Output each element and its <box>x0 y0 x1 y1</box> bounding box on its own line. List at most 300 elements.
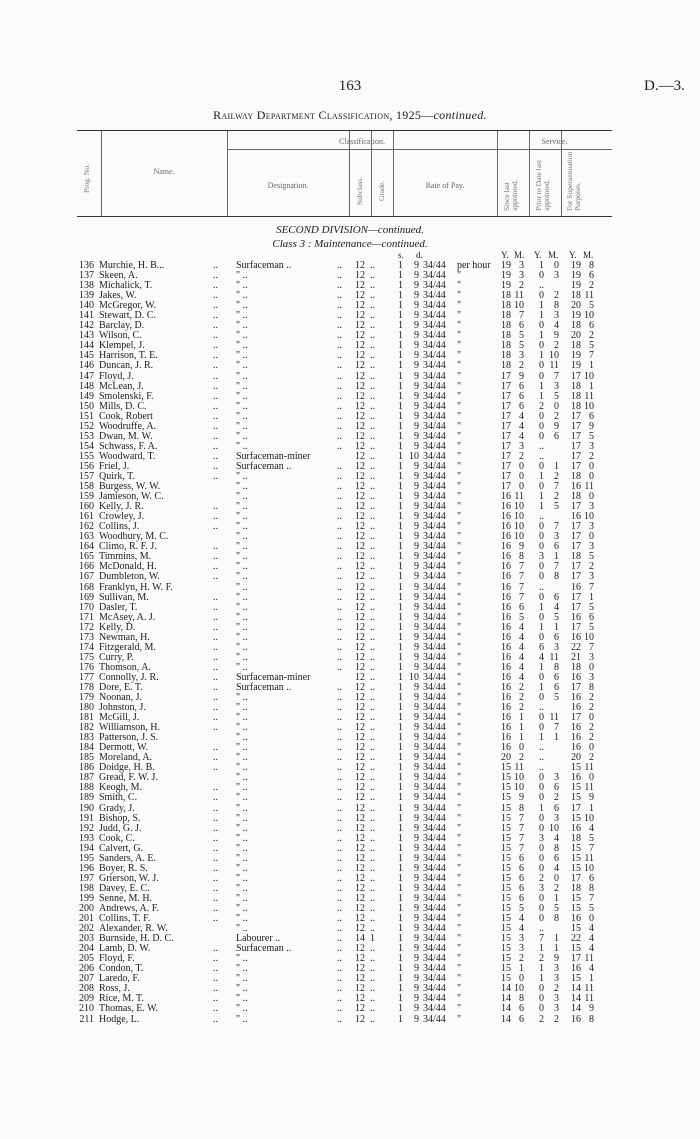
cell-des: " .. <box>236 591 248 603</box>
cell-des: Labourer .. <box>236 933 281 945</box>
cell-sub: 12 <box>355 943 365 955</box>
cell-r3: 34/44 <box>423 842 446 854</box>
cell-nd: .. <box>213 320 218 332</box>
cell-sm: 2 <box>519 681 524 693</box>
cell-r1: 1 <box>398 571 403 583</box>
cell-r4: " <box>457 601 462 613</box>
cell-py: 1 <box>539 973 544 985</box>
cell-r4: " <box>457 350 462 362</box>
cell-pm: 5 <box>554 903 559 914</box>
cell-py: 0 <box>539 792 544 804</box>
cell-fm: 11 <box>584 983 594 995</box>
cell-nd: .. <box>213 430 218 442</box>
cell-pm: 8 <box>554 913 559 925</box>
cell-fm: 10 <box>584 511 594 523</box>
cell-name: Franklyn, H. W. F. <box>99 581 173 593</box>
cell-sm: 7 <box>519 832 524 844</box>
cell-fy: 16 <box>571 732 581 744</box>
cell-pm: 0 <box>554 260 559 271</box>
cell-sub: 12 <box>355 983 365 995</box>
cell-des: " .. <box>236 390 248 402</box>
cell-fm: 11 <box>584 481 594 493</box>
cell-fy: 17 <box>571 450 581 462</box>
cell-no: 183 <box>79 732 94 744</box>
cell-des: Surfaceman-miner <box>236 450 311 462</box>
cell-r4: per hour <box>457 260 491 271</box>
cell-r4: " <box>457 611 462 623</box>
cell-gd: .. <box>370 320 375 332</box>
cell-fm: 2 <box>589 450 594 462</box>
cell-py: 1 <box>539 310 544 322</box>
cell-nd: .. <box>213 1003 218 1015</box>
cell-py: .. <box>539 280 544 292</box>
cell-r1: 1 <box>398 692 403 704</box>
cell-r4: " <box>457 571 462 583</box>
cell-no: 200 <box>79 903 94 914</box>
cell-r1: 1 <box>398 340 403 352</box>
cell-dd: .. <box>337 350 342 362</box>
cell-name: Dasler, T. <box>99 601 138 613</box>
cell-r3: 34/44 <box>423 732 446 744</box>
cell-name: Friel, J. <box>99 460 130 472</box>
cell-sy: 16 <box>501 742 511 754</box>
cell-py: 1 <box>539 491 544 503</box>
cell-py: 0 <box>539 430 544 442</box>
cell-r4: " <box>457 501 462 513</box>
cell-r3: 34/44 <box>423 651 446 663</box>
cell-r3: 34/44 <box>423 812 446 824</box>
cell-r4: " <box>457 923 462 935</box>
cell-r4: " <box>457 531 462 543</box>
cell-fy: 16 <box>571 692 581 704</box>
cell-fm: 1 <box>589 802 594 814</box>
cell-r1: 1 <box>398 892 403 904</box>
cell-des: " .. <box>236 812 248 824</box>
cell-no: 164 <box>79 541 94 553</box>
cell-r1: 1 <box>398 641 403 653</box>
cell-pm: 8 <box>554 300 559 312</box>
cell-des: " .. <box>236 802 248 814</box>
cell-nd: .. <box>213 752 218 764</box>
cell-pm: 4 <box>554 320 559 332</box>
cell-sy: 19 <box>501 260 511 271</box>
cell-name: Boyer, R. S. <box>99 862 148 874</box>
cell-r1: 1 <box>398 611 403 623</box>
cell-r2: 9 <box>414 511 419 523</box>
cell-r2: 9 <box>414 400 419 412</box>
cell-dd: .. <box>337 330 342 342</box>
cell-fy: 19 <box>571 310 581 322</box>
cell-sub: 12 <box>355 1013 365 1025</box>
cell-nd: .. <box>213 953 218 965</box>
cell-r1: 1 <box>398 270 403 282</box>
cell-des: " .. <box>236 380 248 392</box>
cell-no: 169 <box>79 591 94 603</box>
cell-no: 196 <box>79 862 94 874</box>
cell-r2: 9 <box>414 792 419 804</box>
cell-r2: 9 <box>414 260 419 271</box>
cell-des: " .. <box>236 872 248 884</box>
cell-fy: 17 <box>571 621 581 633</box>
cell-fm: 7 <box>589 842 594 854</box>
cell-name: Wilson, C. <box>99 330 142 342</box>
cell-gd: .. <box>370 330 375 342</box>
cell-dd: .. <box>337 953 342 965</box>
cell-dd: .. <box>337 1013 342 1025</box>
cell-fm: 8 <box>589 260 594 271</box>
cell-r4: " <box>457 511 462 523</box>
cell-fy: 18 <box>571 290 581 302</box>
cell-gd: .. <box>370 953 375 965</box>
cell-name: Floyd, J. <box>99 370 134 382</box>
cell-sub: 12 <box>355 772 365 784</box>
cell-gd: .. <box>370 270 375 282</box>
cell-r1: 1 <box>398 450 403 462</box>
cell-sub: 12 <box>355 521 365 533</box>
cell-gd: .. <box>370 481 375 493</box>
cell-py: .. <box>539 581 544 593</box>
cell-pm: 1 <box>554 621 559 633</box>
cell-r3: 34/44 <box>423 290 446 302</box>
cell-r2: 9 <box>414 903 419 914</box>
cell-sm: 0 <box>519 481 524 493</box>
cell-sm: 4 <box>519 420 524 432</box>
cell-r2: 9 <box>414 641 419 653</box>
cell-dd: .. <box>337 812 342 824</box>
cell-sub: 12 <box>355 913 365 925</box>
cell-fm: 2 <box>589 732 594 744</box>
cell-dd: .. <box>337 601 342 613</box>
cell-nd: .. <box>213 270 218 282</box>
cell-dd: .. <box>337 892 342 904</box>
cell-fm: 5 <box>589 903 594 914</box>
cell-r1: 1 <box>398 280 403 292</box>
cell-r3: 34/44 <box>423 892 446 904</box>
cell-gd: .. <box>370 762 375 774</box>
cell-gd: .. <box>370 722 375 734</box>
cell-gd: .. <box>370 450 375 462</box>
cell-sy: 17 <box>501 400 511 412</box>
cell-sub: 12 <box>355 270 365 282</box>
cell-dd: .. <box>337 260 342 271</box>
cell-fm: 11 <box>584 390 594 402</box>
cell-r3: 34/44 <box>423 280 446 292</box>
cell-py: 1 <box>539 380 544 392</box>
cell-r3: 34/44 <box>423 491 446 503</box>
cell-fm: 5 <box>589 430 594 442</box>
cell-sm: 3 <box>519 943 524 955</box>
cell-r2: 9 <box>414 531 419 543</box>
cell-nd: .. <box>213 983 218 995</box>
cell-sy: 17 <box>501 380 511 392</box>
cell-nd: .. <box>213 692 218 704</box>
cell-fm: 1 <box>589 380 594 392</box>
cell-name: Barclay, D. <box>99 320 145 332</box>
cell-pm: 11 <box>549 712 559 724</box>
cell-no: 140 <box>79 300 94 312</box>
cell-no: 166 <box>79 561 94 573</box>
cell-nd: .. <box>213 852 218 864</box>
cell-des: " .. <box>236 340 248 352</box>
cell-name: Johnston, J. <box>99 702 146 714</box>
cell-sy: 16 <box>501 671 511 683</box>
cell-no: 142 <box>79 320 94 332</box>
cell-sub: 12 <box>355 641 365 653</box>
cell-gd: .. <box>370 993 375 1005</box>
cell-gd: .. <box>370 712 375 724</box>
cell-pm: 9 <box>554 420 559 432</box>
cell-fm: 5 <box>589 621 594 633</box>
cell-r2: 9 <box>414 953 419 965</box>
cell-no: 153 <box>79 430 94 442</box>
cell-dd: .. <box>337 712 342 724</box>
cell-no: 193 <box>79 832 94 844</box>
cell-fm: 2 <box>589 702 594 714</box>
cell-r1: 1 <box>398 1003 403 1015</box>
cell-fy: 15 <box>571 762 581 774</box>
cell-r3: 34/44 <box>423 270 446 282</box>
cell-py: 0 <box>539 852 544 864</box>
cell-gd: .. <box>370 822 375 834</box>
cell-sub: 12 <box>355 892 365 904</box>
cell-sm: 7 <box>519 822 524 834</box>
cell-sy: 16 <box>501 621 511 633</box>
cell-fy: 16 <box>571 772 581 784</box>
cell-dd: .. <box>337 581 342 593</box>
cell-sm: 10 <box>514 782 524 794</box>
cell-fm: 10 <box>584 812 594 824</box>
cell-py: 4 <box>539 651 544 663</box>
cell-name: Smith, C. <box>99 792 138 804</box>
cell-pm: 3 <box>554 310 559 322</box>
cell-gd: .. <box>370 1013 375 1025</box>
rate-heading: Rate of Pay. <box>425 181 465 190</box>
cell-sm: 2 <box>519 692 524 704</box>
cell-r1: 1 <box>398 541 403 553</box>
cell-gd: .. <box>370 370 375 382</box>
cell-sub: 12 <box>355 722 365 734</box>
cell-no: 181 <box>79 712 94 724</box>
cell-sy: 15 <box>501 872 511 884</box>
cell-sub: 12 <box>355 621 365 633</box>
cell-no: 167 <box>79 571 94 583</box>
cell-pm: 7 <box>554 370 559 382</box>
cell-des: " .. <box>236 762 248 774</box>
cell-name: McAsey, A. J. <box>99 611 156 623</box>
cell-des: " .. <box>236 410 248 422</box>
cell-no: 194 <box>79 842 94 854</box>
cell-nd: .. <box>213 661 218 673</box>
cell-r4: " <box>457 380 462 392</box>
cell-des: " .. <box>236 601 248 613</box>
cell-r4: " <box>457 481 462 493</box>
cell-fm: 5 <box>589 340 594 352</box>
cell-r4: " <box>457 933 462 945</box>
cell-py: 0 <box>539 1003 544 1015</box>
cell-py: .. <box>539 702 544 714</box>
cell-nd: .. <box>213 822 218 834</box>
cell-no: 149 <box>79 390 94 402</box>
cell-fm: 8 <box>589 1013 594 1025</box>
cell-py: 0 <box>539 290 544 302</box>
cell-dd: .. <box>337 772 342 784</box>
cell-py: 0 <box>539 460 544 472</box>
cell-r4: " <box>457 521 462 533</box>
cell-py: 0 <box>539 631 544 643</box>
cell-r1: 1 <box>398 491 403 503</box>
cell-no: 170 <box>79 601 94 613</box>
cell-dd: .. <box>337 360 342 372</box>
cell-r3: 34/44 <box>423 450 446 462</box>
cell-pm: 1 <box>554 892 559 904</box>
cell-r3: 34/44 <box>423 561 446 573</box>
cell-r4: " <box>457 993 462 1005</box>
cell-py: 1 <box>539 963 544 975</box>
cell-des: " .. <box>236 300 248 312</box>
cell-r3: 34/44 <box>423 782 446 794</box>
cell-fy: 21 <box>571 651 581 663</box>
cell-r4: " <box>457 330 462 342</box>
cell-dd: .. <box>337 420 342 432</box>
cell-r2: 9 <box>414 742 419 754</box>
cell-name: Klempel, J. <box>99 340 145 352</box>
cell-fm: 6 <box>589 320 594 332</box>
cell-name: Woodruffe, A. <box>99 420 157 432</box>
cell-name: Quirk, T. <box>99 470 136 482</box>
cell-des: " .. <box>236 752 248 764</box>
cell-gd: .. <box>370 752 375 764</box>
cell-dd: .. <box>337 390 342 402</box>
cell-r3: 34/44 <box>423 551 446 563</box>
cell-gd: 1 <box>370 933 375 945</box>
cell-gd: .. <box>370 661 375 673</box>
cell-sy: 18 <box>501 320 511 332</box>
cell-pm: 6 <box>554 591 559 603</box>
cell-sub: 12 <box>355 380 365 392</box>
cell-sm: 2 <box>519 953 524 965</box>
cell-sub: 12 <box>355 541 365 553</box>
cell-r1: 1 <box>398 360 403 372</box>
cell-r1: 1 <box>398 511 403 523</box>
cell-py: 0 <box>539 611 544 623</box>
cell-r2: 9 <box>414 702 419 714</box>
cell-des: " .. <box>236 280 248 292</box>
cell-sm: 7 <box>519 812 524 824</box>
cell-fy: 19 <box>571 280 581 292</box>
cell-nd: .. <box>213 521 218 533</box>
cell-nd: .. <box>213 460 218 472</box>
cell-sy: 15 <box>501 913 511 925</box>
cell-r1: 1 <box>398 993 403 1005</box>
cell-r3: 34/44 <box>423 440 446 452</box>
cell-des: " .. <box>236 772 248 784</box>
cell-des: " .. <box>236 420 248 432</box>
cell-gd: .. <box>370 792 375 804</box>
cell-dd: .. <box>337 611 342 623</box>
cell-des: " .. <box>236 581 248 593</box>
cell-sy: 14 <box>501 983 511 995</box>
cell-des: " .. <box>236 360 248 372</box>
cell-r1: 1 <box>398 601 403 613</box>
cell-py: 0 <box>539 521 544 533</box>
cell-sm: 0 <box>519 742 524 754</box>
cell-sm: 10 <box>514 511 524 523</box>
cell-sy: 18 <box>501 310 511 322</box>
cell-no: 211 <box>79 1013 94 1025</box>
cell-r4: " <box>457 822 462 834</box>
cell-r2: 9 <box>414 882 419 894</box>
cell-pm: 2 <box>554 882 559 894</box>
cell-gd: .. <box>370 571 375 583</box>
cell-fy: 22 <box>571 933 581 945</box>
cell-dd: .. <box>337 852 342 864</box>
cell-dd: .. <box>337 270 342 282</box>
cell-r4: " <box>457 320 462 332</box>
cell-des: " .. <box>236 661 248 673</box>
cell-nd: .. <box>213 722 218 734</box>
cell-dd: .. <box>337 571 342 583</box>
cell-r4: " <box>457 460 462 472</box>
cell-r1: 1 <box>398 531 403 543</box>
cell-pm: 3 <box>554 380 559 392</box>
cell-name: Woodward, T. <box>99 450 156 462</box>
cell-nd: .. <box>213 882 218 894</box>
cell-des: " .. <box>236 430 248 442</box>
cell-no: 195 <box>79 852 94 864</box>
cell-dd: .. <box>337 300 342 312</box>
cell-sy: 15 <box>501 903 511 914</box>
cell-dd: .. <box>337 661 342 673</box>
cell-sub: 12 <box>355 320 365 332</box>
cell-r3: 34/44 <box>423 722 446 734</box>
cell-no: 198 <box>79 882 94 894</box>
cell-r1: 1 <box>398 732 403 744</box>
cell-fy: 16 <box>571 722 581 734</box>
cell-pm: 2 <box>554 340 559 352</box>
cell-dd: .. <box>337 903 342 914</box>
cell-sy: 15 <box>501 762 511 774</box>
cell-fm: 3 <box>589 651 594 663</box>
cell-name: Kelly, D. <box>99 621 136 633</box>
cell-py: 0 <box>539 481 544 493</box>
cell-r2: 9 <box>414 390 419 402</box>
cell-no: 148 <box>79 380 94 392</box>
cell-nd: .. <box>213 370 218 382</box>
cell-py: 0 <box>539 370 544 382</box>
cell-name: Cook, C. <box>99 832 135 844</box>
cell-name: Connolly, J. R. <box>99 671 159 683</box>
cell-py: 0 <box>539 420 544 432</box>
cell-r3: 34/44 <box>423 541 446 553</box>
cell-sy: 15 <box>501 933 511 945</box>
cell-pm: 3 <box>554 1003 559 1015</box>
cell-des: " .. <box>236 501 248 513</box>
cell-r2: 9 <box>414 440 419 452</box>
cell-fy: 15 <box>571 903 581 914</box>
cell-des: " .. <box>236 712 248 724</box>
cell-sm: 4 <box>519 923 524 935</box>
cell-r2: 9 <box>414 822 419 834</box>
cell-nd: .. <box>213 712 218 724</box>
cell-pm: 9 <box>554 953 559 965</box>
cell-dd: .. <box>337 862 342 874</box>
cell-py: 0 <box>539 712 544 724</box>
cell-dd: .. <box>337 320 342 332</box>
cell-sm: 4 <box>519 621 524 633</box>
cell-r1: 1 <box>398 410 403 422</box>
cell-name: McGill, J. <box>99 712 140 724</box>
cell-r4: " <box>457 953 462 965</box>
